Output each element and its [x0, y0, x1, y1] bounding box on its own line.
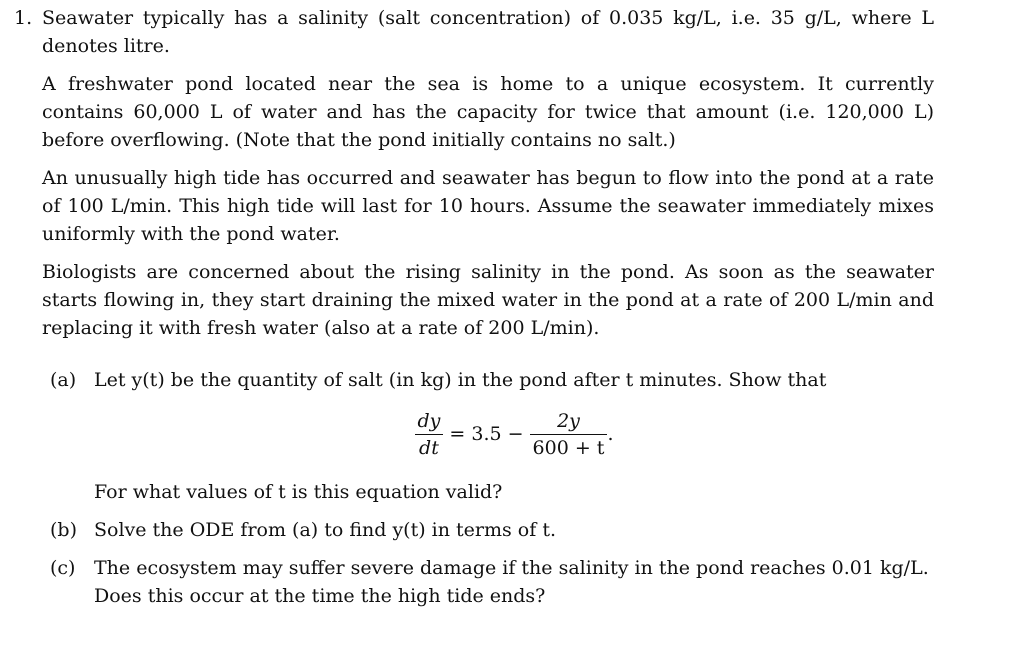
pond-paragraph: A freshwater pond located near the sea is home to a unique ecosystem. It currently contains 60,000 L of water and has the capacity for twice that amount (i.e. 120,000 L) before overflowing. (Note that the pond initially contains no salt.) — [42, 73, 934, 151]
part-c — [50, 554, 934, 610]
rhs-fraction — [530, 408, 608, 461]
part-c-text: The ecosystem may suffer severe damage if the salinity in the pond reaches 0.01 kg/L. Does this occur at the time the high tide ends? — [94, 557, 929, 607]
tide-paragraph: An unusually high tide has occurred and seawater has begun to flow into the pond at a rate of 100 L/min. This high tide will last for 10 hours. Assume the seawater immediately mixes uniformly with the pond water. — [42, 167, 934, 245]
part-label: (b) — [50, 519, 77, 541]
part-a-question: For what values of t is this equation valid? — [94, 481, 503, 503]
parts-list — [50, 366, 934, 610]
part-a-text: Let y(t) be the quantity of salt (in kg) in the pond after t minutes. Show that — [94, 369, 827, 391]
rhs-numerator: 2y — [557, 409, 580, 432]
ode-equation — [94, 404, 934, 464]
lhs-numerator: dy — [417, 409, 441, 432]
rhs-denominator: 600 + t — [532, 436, 605, 459]
draining-paragraph: Biologists are concerned about the rising salinity in the pond. As soon as the seawater starts flowing in, they start draining the mixed water in the pond at a rate of 200 L/min and replacing it with fresh water (also at a rate of 200 L/min). — [42, 261, 934, 339]
lhs-fraction — [415, 408, 444, 461]
problem-body — [42, 4, 934, 610]
part-label: (c) — [50, 557, 76, 579]
part-label: (a) — [50, 369, 77, 391]
equation-middle: = 3.5 − — [449, 423, 524, 445]
part-b-text: Solve the ODE from (a) to find y(t) in terms of t. — [94, 519, 556, 541]
equation-end: . — [607, 423, 614, 445]
part-b — [50, 516, 934, 544]
part-a — [50, 366, 934, 506]
problem-1 — [14, 4, 934, 620]
problem-number: 1. — [14, 7, 33, 29]
intro-paragraph: Seawater typically has a salinity (salt concentration) of 0.035 kg/L, i.e. 35 g/L, where L denotes litre. — [42, 7, 934, 57]
lhs-denominator: dt — [419, 436, 439, 459]
